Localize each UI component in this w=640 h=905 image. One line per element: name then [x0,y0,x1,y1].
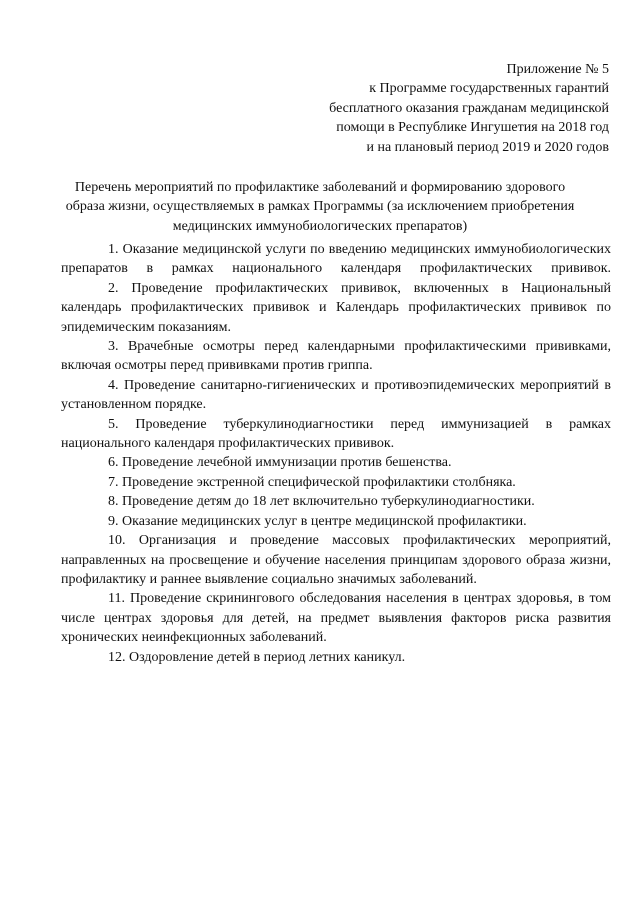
measures-list [61,240,611,667]
appendix-line: помощи в Республике Ингушетия на 2018 год [336,120,609,136]
list-item: 12. Оздоровление детей в период летних каникул. [108,649,406,665]
list-item: 1. Оказание медицинской услуги по введению медицинских иммунобиологических препаратов в рамках национального календаря профилактических прививок. [61,242,611,277]
list-item: 9. Оказание медицинских услуг в центре медицинской профилактики. [108,513,527,529]
appendix-line: и на плановый период 2019 и 2020 годов [366,139,609,155]
list-item: 6. Проведение лечебной иммунизации против бешенства. [108,455,452,471]
appendix-line: к Программе государственных гарантий [369,81,609,97]
list-item: 11. Проведение скринингового обследования населения в центрах здоровья, в том числе центрах здоровья для детей, на предмет выявления факторов риска развития хронических неинфекционных заболеваний. [61,591,611,646]
document-title: Перечень мероприятий по профилактике заболеваний и формированию здорового образа жизни, осуществляемых в рамках Программы (за исключением приобретения медицинских иммунобиологических препаратов) [65,180,575,234]
list-item: 10. Организация и проведение массовых профилактических мероприятий, направленных на просвещение и обучение населения принципам здорового образа жизни, профилактику и раннее выявление социально значимых заболеваний. [61,533,611,587]
appendix-line: Приложение № 5 [506,62,609,77]
list-item: 2. Проведение профилактических прививок, включенных в Национальный календарь профилактических прививок и Календарь профилактических прививок по эпидемическим показаниям. [61,280,611,335]
list-item: 8. Проведение детям до 18 лет включительно туберкулинодиагностики. [108,494,535,510]
list-item: 4. Проведение санитарно-гигиенических и противоэпидемических мероприятий в установленном порядке. [61,377,611,413]
appendix-header [329,60,609,157]
appendix-line: бесплатного оказания гражданам медицинской [329,100,609,116]
list-item: 3. Врачебные осмотры перед календарными профилактическими прививками, включая осмотры перед прививками против гриппа. [61,339,611,374]
list-item: 5. Проведение туберкулинодиагностики перед иммунизацией в рамках национального календаря профилактических прививок. [61,416,611,452]
list-item: 7. Проведение экстренной специфической профилактики столбняка. [108,474,516,490]
